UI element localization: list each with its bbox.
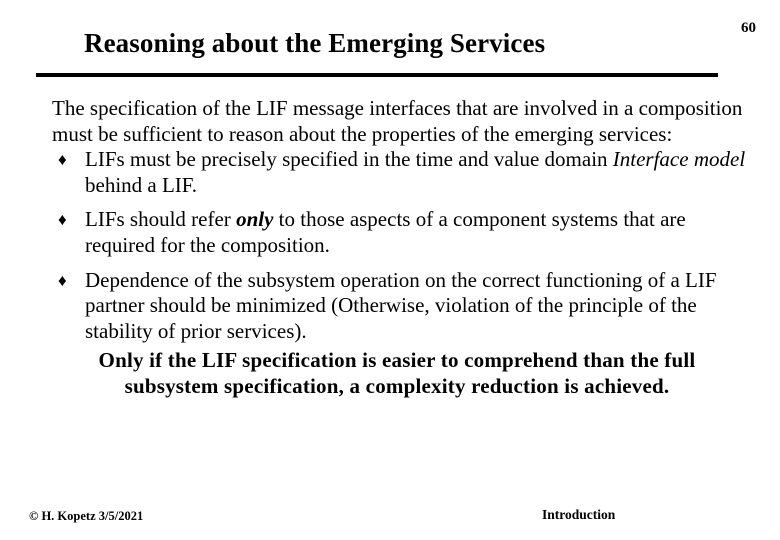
bullet-item-interface-model [52,147,752,198]
title-underline-rule [36,73,718,77]
bullet-text: LIFs must be precisely specified in the time and value domain [85,147,613,172]
footer-section-label: Introduction [542,507,616,522]
slide-title: Reasoning about the Emerging Services [84,28,546,58]
footer-author-date: © H. Kopetz 3/5/2021 [29,509,144,523]
slide-body [52,96,752,400]
diamond-bullet-icon: ♦ [58,150,67,170]
bullet-item-only-aspects [52,207,752,258]
diamond-bullet-icon: ♦ [58,270,67,290]
bullet-item-dependence [52,268,752,345]
bullet-emphasis: Interface model [612,147,746,172]
diamond-bullet-icon: ♦ [58,210,67,230]
conclusion-statement: Only if the LIF specification is easier to comprehend than the full subsystem specification, a complexity reduction is achieved. [98,348,696,398]
bullet-text: to those aspects of a component systems that are required for the composition. [85,207,686,257]
bullet-list [52,147,752,344]
slide-number: 60 [741,20,756,36]
bullet-text: Dependence of the subsystem operation on the correct functioning of a LIF partner should be minimized (Otherwise, violation of the principle of the stability of prior services). [85,267,717,343]
bullet-text: behind a LIF. [85,172,198,197]
intro-paragraph: The specification of the LIF message interfaces that are involved in a composition must be sufficient to reason about the properties of the emerging services: [52,96,743,146]
bullet-emphasis: only [236,207,274,232]
bullet-text: LIFs should refer [85,207,237,232]
